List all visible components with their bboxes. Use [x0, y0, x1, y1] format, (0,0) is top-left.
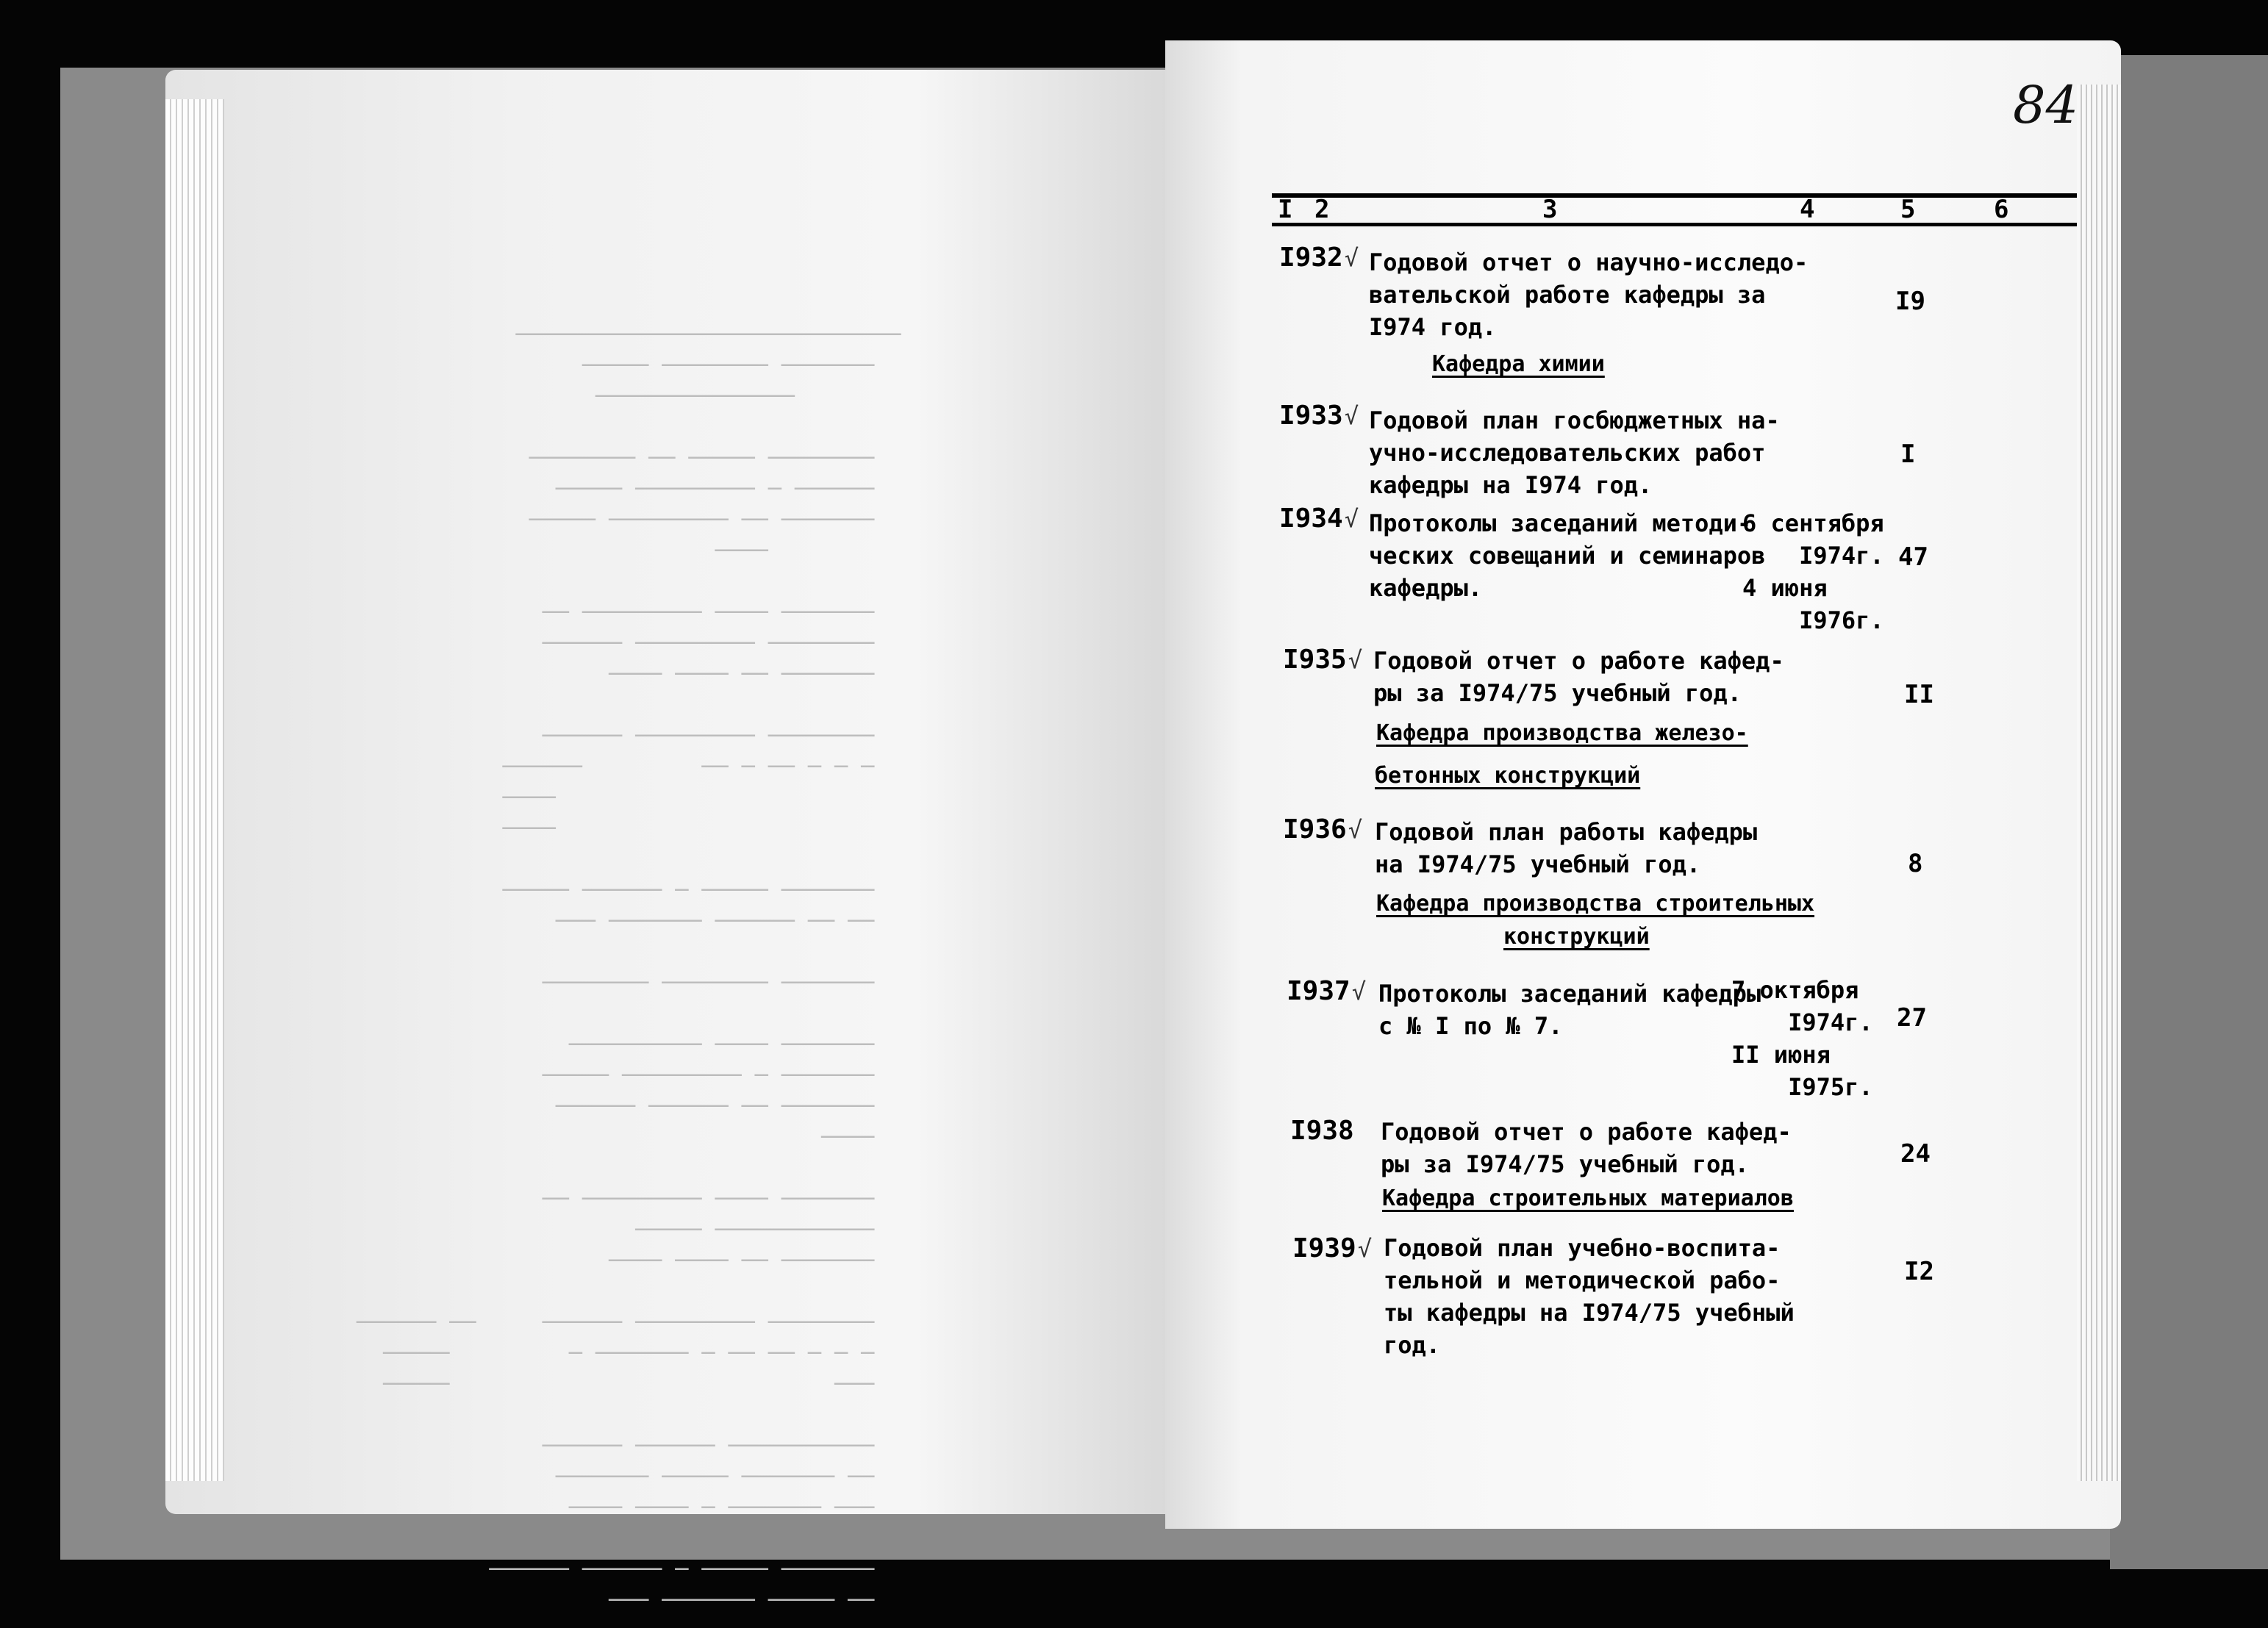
check-mark-icon: √: [1344, 244, 1359, 272]
entry-description: Годовой отчет о работе кафед- ры за I974/75 учебный год.: [1373, 647, 1784, 707]
entry-description: Годовой отчет о работе кафед- ры за I974/75 учебный год.: [1381, 1118, 1792, 1178]
check-mark-icon: √: [1351, 978, 1366, 1005]
entry-sheet-count: 27: [1897, 1003, 1927, 1033]
entry-number: I936√: [1283, 814, 1362, 845]
entry-sheet-count: I: [1900, 440, 1916, 469]
entry-sheet-count: I9: [1895, 287, 1925, 316]
entry-date-range: 7 октября I974г. II июня I975г.: [1731, 976, 1873, 1101]
entry-date-range: 6 сентября I974г. 4 июня I976г.: [1742, 509, 1884, 634]
section-heading-continued: бетонных конструкций: [1375, 763, 1641, 789]
table-header-rule-bottom: [1272, 223, 2077, 226]
column-header-4: 4: [1800, 195, 1815, 224]
book-cover-edge: [2110, 55, 2268, 1569]
left-page: [165, 70, 1165, 1613]
entry-sheet-count: 8: [1908, 849, 1923, 878]
entry-description: Протоколы заседаний кафедры с № I по № 7.: [1378, 980, 1761, 1040]
entry-sheet-count: II: [1904, 680, 1934, 709]
column-header-2: 2: [1314, 195, 1330, 224]
section-heading: Кафедра строительных материалов: [1382, 1186, 1794, 1211]
entry-description: Годовой план работы кафедры на I974/75 учебный год.: [1375, 818, 1758, 878]
entry-number: I937√: [1287, 976, 1366, 1006]
check-mark-icon: √: [1348, 816, 1362, 844]
check-mark-icon: √: [1348, 646, 1362, 674]
entry-number: I933√: [1279, 401, 1359, 431]
section-heading: Кафедра химии: [1432, 351, 1605, 377]
entry-description: Годовой план госбюджетных на- учно-исследовательских работ кафедры на I974 год.: [1369, 406, 1780, 499]
section-heading: Кафедра производства строительных: [1376, 891, 1815, 917]
column-header-5: 5: [1900, 195, 1916, 224]
column-header-6: 6: [1994, 195, 2009, 224]
table-header-rule-top: [1272, 193, 2077, 198]
check-mark-icon: √: [1344, 402, 1359, 430]
entry-description: Протоколы заседаний методи- ческих совещаний и семинаров кафедры.: [1369, 509, 1766, 602]
entry-description: Годовой отчет о научно-исследо- вательской работе кафедры за I974 год.: [1369, 248, 1809, 341]
entry-number: I938: [1290, 1116, 1354, 1146]
entry-description: Годовой план учебно-воспита- тельной и методической рабо- ты кафедры на I974/75 учебный год.: [1384, 1234, 1795, 1359]
folio-number: 84: [2013, 75, 2079, 135]
page-stack-left: [165, 99, 224, 1481]
entry-number: I939√: [1292, 1233, 1372, 1263]
column-header-1: I: [1278, 195, 1293, 224]
entry-sheet-count: 24: [1900, 1139, 1931, 1169]
entry-sheet-count: I2: [1904, 1257, 1934, 1286]
column-header-3: 3: [1542, 195, 1558, 224]
page-stack-right: [2077, 85, 2121, 1481]
section-heading-continued: конструкций: [1503, 924, 1650, 950]
check-mark-icon: √: [1344, 505, 1359, 533]
entry-number: I935√: [1283, 645, 1362, 675]
entry-number: I932√: [1279, 243, 1359, 273]
section-heading: Кафедра производства железо-: [1376, 720, 1748, 746]
check-mark-icon: √: [1357, 1235, 1372, 1263]
entry-number: I934√: [1279, 503, 1359, 534]
bleed-through-text: ───────────────────────────── ─────── ──────── ───── ─────────────── ──────── ───── ── ──────── ────── ─ ───────── ───── ─────── ── ───────── ───── ──── ─────── ──── ───────── ── ──────── ───────── ────── ─────── ── ──── ──── ──────── ───────── ────── ─ ─ ─ ── ─ ── ────── ──── ──── ─────── ───── ─ ────── ───── ── ── ────── ─────── ─── ─────── ──────── ──────── ─────── ──── ────────── ─────── ─ ───────── ───── ─────── ── ────── ────── ──── ─────── ──── ───────── ── ──────────── ───── ─────── ── ──── ──── ──────── ───────── ────── ── ────── ─ ─ ─ ── ── ─ ─────── ─ ───── ─── ───── ─────────── ────── ────── ── ─────── ───── ─────── ─── ─────── ─ ──── ──── ─────── ───── ─ ────── ────── ── ───── ─────── ───: [357, 322, 901, 1613]
entry-sheet-count: 47: [1898, 542, 1928, 572]
